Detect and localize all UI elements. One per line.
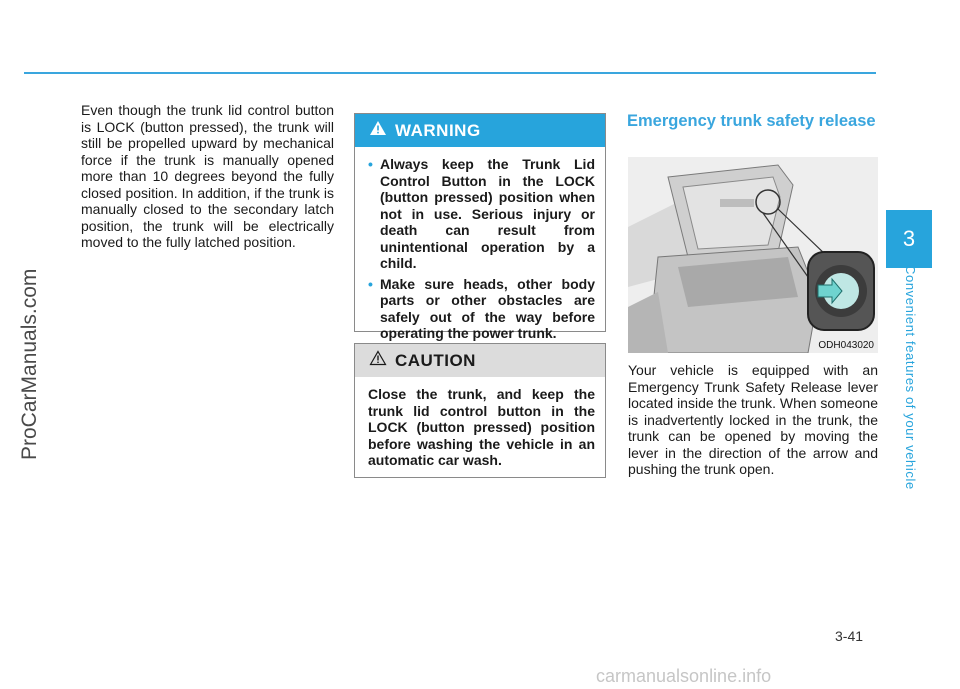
- chapter-number-tab: 3: [886, 210, 932, 268]
- caution-triangle-icon: [369, 350, 387, 371]
- top-rule: [24, 72, 876, 74]
- figure-code: ODH043020: [818, 340, 874, 351]
- chapter-title-vertical: Convenient features of your vehicle: [903, 265, 918, 490]
- caution-text: Close the trunk, and keep the trunk lid control button in the LOCK (button pressed) position before washing the vehicle in an automatic car wash.: [368, 386, 595, 468]
- warning-title: WARNING: [395, 120, 481, 140]
- warning-box: [354, 113, 606, 341]
- car-trunk-icon: [628, 157, 878, 353]
- page-number: 3-41: [835, 628, 864, 644]
- caution-box: [354, 343, 606, 478]
- warning-body: [355, 147, 605, 342]
- caution-header: [355, 344, 605, 377]
- caution-title: CAUTION: [395, 350, 476, 370]
- site-watermark-bottom: carmanualsonline.info: [596, 666, 772, 686]
- warning-item: • Make sure heads, other body parts or other obstacles are safely out of the way before operating the power trunk.: [368, 275, 595, 341]
- trunk-lid-paragraph: Even though the trunk lid control button is LOCK (button pressed), the trunk will still be propelled upward by mechanical force if the trunk is manually opened more than 10 degrees beyond the fully closed position. In addition, if the trunk is manually closed to the secondary latch position, the trunk will be electrically moved to the fully latched position.: [81, 102, 334, 250]
- trunk-release-illustration: [628, 157, 878, 353]
- warning-header: [355, 114, 605, 147]
- warning-item: • Always keep the Trunk Lid Control Button in the LOCK (button pressed) position when not in use. Serious injury or death can result from unintentional operation by a child.: [368, 156, 595, 271]
- emergency-section-title: Emergency trunk safety release: [627, 112, 876, 130]
- warning-triangle-icon: [369, 120, 387, 141]
- emergency-release-paragraph: Your vehicle is equipped with an Emergency Trunk Safety Release lever located inside the trunk. When someone is inadvertently locked in the trunk, the trunk can be opened by moving the lever in the direction of the arrow and pushing the trunk open.: [628, 362, 878, 477]
- site-watermark-vertical: ProCarManuals.com: [18, 268, 41, 460]
